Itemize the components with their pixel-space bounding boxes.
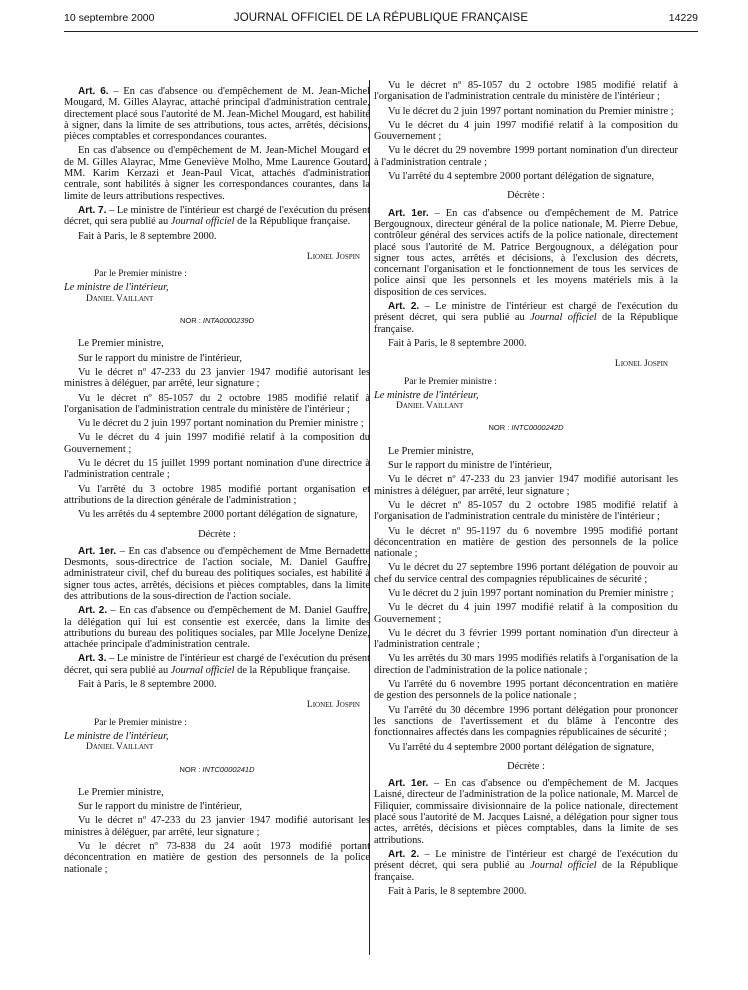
article-3: Art. 3. – Le ministre de l'intérieur est chargé de l'exécution du présent décret, qui sera publié au Journal officiel de la République française. bbox=[64, 653, 371, 676]
signature-jospin: Lionel Jospin bbox=[614, 359, 668, 370]
par-le-premier-ministre: Par le Premier ministre : bbox=[404, 376, 497, 387]
decree-preamble: Le Premier ministre, bbox=[78, 786, 164, 798]
fait-a-paris: Fait à Paris, le 8 septembre 2000. bbox=[388, 885, 527, 897]
signature-jospin: Lionel Jospin bbox=[306, 700, 360, 711]
par-le-premier-ministre: Par le Premier ministre : bbox=[94, 269, 187, 280]
visa: Vu le décret du 2 juin 1997 portant nomination du Premier ministre ; bbox=[388, 587, 674, 599]
visa: Vu le décret nº 85-1057 du 2 octobre 1985 modifié relatif à l'organisation de l'administration centrale du ministère de l'intérieur ; bbox=[374, 499, 678, 523]
decree-preamble: Le Premier ministre, bbox=[78, 338, 164, 350]
signature-jospin: Lionel Jospin bbox=[306, 251, 360, 262]
right-column bbox=[374, 80, 678, 900]
article-6: Art. 6. – En cas d'absence ou d'empêchement de M. Jean-Michel Mougard, M. Gilles Alayrac, attaché principal d'administration centrale, directement placé sous l'autorité de M. Jean-Michel Mougard, est habilité à signer, dans la limite de ses attributions, tous actes, arrêtés, décisions, pièces comptables et correspondances courantes. bbox=[64, 86, 370, 143]
visa: Vu le décret du 4 juin 1997 modifié relatif à la composition du Gouvernement ; bbox=[374, 119, 678, 143]
visa: Vu l'arrêté du 4 septembre 2000 portant délégation de signature, bbox=[388, 171, 655, 183]
visa: Sur le rapport du ministre de l'intérieur, bbox=[78, 801, 242, 813]
visa: Vu le décret nº 73-838 du 24 août 1973 modifié portant déconcentration en matière de gestion des personnels de la police nationale ; bbox=[64, 841, 370, 875]
fait-a-paris: Fait à Paris, le 8 septembre 2000. bbox=[78, 230, 217, 242]
signature-vaillant: Daniel Vaillant bbox=[86, 293, 154, 304]
visa: Vu le décret nº 95-1197 du 6 novembre 1995 modifié portant déconcentration en matière de gestion des personnels de la police nationale ; bbox=[374, 525, 678, 560]
article-1: Art. 1er. – En cas d'absence ou d'empêchement de Mme Bernadette Desmonts, sous-directrice de l'action sociale, M. Daniel Gauffre, administrateur civil, chef du bureau des politiques sociales, est habilité à signer tous actes, arrêtés, décisions et pièces comptables, dans la limite des attributions de la sous-direction de l'action sociale. bbox=[64, 545, 370, 602]
article-2: Art. 2. – En cas d'absence ou d'empêchement de M. Daniel Gauffre, la délégation qui lui est consentie est exercée, dans la limite des attributions du bureau des politiques sociales, par Mlle Jocelyne Denize, attachée principale d'administration centrale. bbox=[64, 605, 371, 651]
decrete-heading: Décrète : bbox=[507, 760, 545, 772]
ministre-interieur: Le ministre de l'intérieur, bbox=[374, 389, 479, 401]
article-1: Art. 1er. – En cas d'absence ou d'empêchement de M. Jacques Laisné, directeur de l'administration de la police nationale, M. Marcel de Filiquier, commissaire divisionnaire de la police nationale, directement placé sous l'autorité de M. Jacques Laisné, a délégation pour signer tous actes, arrêtés, décisions et pièces comptables, dans la limite de ses attributions. bbox=[374, 778, 678, 846]
visa: Vu l'arrêté du 30 décembre 1996 portant délégation pour prononcer les sanctions de l'avertissement et du blâme à l'encontre des fonctionnaires affectés dans les compagnies républicaines de sécurité ; bbox=[374, 704, 678, 739]
left-column bbox=[64, 86, 370, 878]
signature-vaillant: Daniel Vaillant bbox=[86, 742, 154, 753]
fait-a-paris: Fait à Paris, le 8 septembre 2000. bbox=[78, 679, 217, 691]
visa: Vu l'arrêté du 6 novembre 1995 portant déconcentration en matière de gestion des personnels de la police nationale ; bbox=[374, 679, 678, 702]
nor-reference: NOR : INTC0000242D bbox=[488, 423, 564, 433]
visa: Vu le décret du 2 juin 1997 portant nomination du Premier ministre ; bbox=[388, 105, 674, 117]
decrete-heading: Décrète : bbox=[507, 190, 545, 202]
visa: Vu l'arrêté du 3 octobre 1985 modifié portant organisation et attributions de la direction générale de l'administration ; bbox=[64, 483, 370, 506]
journal-title: JOURNAL OFFICIEL DE LA RÉPUBLIQUE FRANÇAISE bbox=[233, 12, 529, 24]
decree-preamble: Le Premier ministre, bbox=[388, 445, 474, 457]
visa: Vu le décret nº 85-1057 du 2 octobre 1985 modifié relatif à l'organisation de l'administration centrale du ministère de l'intérieur ; bbox=[374, 80, 678, 103]
article-2: Art. 2. – Le ministre de l'intérieur est chargé de l'exécution du présent décret, qui sera publié au Journal officiel de la République française. bbox=[374, 301, 678, 335]
header-rule bbox=[64, 31, 698, 32]
fait-a-paris: Fait à Paris, le 8 septembre 2000. bbox=[388, 337, 527, 349]
visa: Vu le décret nº 47-233 du 23 janvier 1947 modifié autorisant les ministres à déléguer, par arrêté, leur signature ; bbox=[64, 815, 370, 838]
page-number: 14229 bbox=[668, 12, 698, 24]
visa: Vu le décret du 15 juillet 1999 portant nomination d'une directrice à l'administration centrale ; bbox=[64, 458, 370, 481]
visa: Sur le rapport du ministre de l'intérieur, bbox=[388, 460, 552, 472]
article-6-paragraph-2: En cas d'absence ou d'empêchement de M. Jean-Michel Mougard et de M. Gilles Alayrac, Mme Geneviève Molho, Mme Laurence Goutard, MM. Karim Kerzazi et Jean-Paul Vicat, attachés d'administration centrale, sont habilités à signer les correspondances courantes, dans la limite de leurs attributions respectives. bbox=[64, 145, 370, 202]
decrete-heading: Décrète : bbox=[198, 528, 236, 540]
par-le-premier-ministre: Par le Premier ministre : bbox=[94, 717, 187, 728]
visa: Vu les arrêtés du 30 mars 1995 modifiés relatifs à l'organisation de la direction de l'administration de la police nationale ; bbox=[374, 653, 678, 676]
visa: Vu le décret nº 47-233 du 23 janvier 1947 modifié autorisant les ministres à déléguer, par arrêté, leur signature ; bbox=[374, 474, 678, 497]
header-date: 10 septembre 2000 bbox=[64, 12, 155, 24]
signature-vaillant: Daniel Vaillant bbox=[396, 401, 464, 412]
visa: Vu le décret du 2 juin 1997 portant nomination du Premier ministre ; bbox=[78, 418, 364, 430]
article-1: Art. 1er. – En cas d'absence ou d'empêchement de M. Patrice Bergougnoux, directeur général de la police nationale, M. Pierre Debue, contrôleur général des services actifs de la police nationale, directement placé sous l'autorité de M. Patrice Bergougnoux, a délégation pour signer tous actes, arrêtés et décisions, à l'exclusion des décrets, concernant l'organisation et le fonctionnement de tous les services de police ainsi que les personnels et les moyens matériels mis à la disposition de ces services. bbox=[374, 207, 678, 298]
page-header bbox=[64, 12, 698, 30]
ministre-interieur: Le ministre de l'intérieur, bbox=[64, 282, 169, 294]
visa: Vu le décret du 29 novembre 1999 portant nomination d'un directeur à l'administration centrale ; bbox=[374, 145, 678, 168]
visa: Vu le décret du 27 septembre 1996 portant délégation de pouvoir au chef du service central des compagnies républicaines de sécurité ; bbox=[374, 562, 678, 585]
ministre-interieur: Le ministre de l'intérieur, bbox=[64, 730, 169, 742]
visa: Vu le décret nº 85-1057 du 2 octobre 1985 modifié relatif à l'organisation de l'administration centrale du ministère de l'intérieur ; bbox=[64, 392, 370, 415]
nor-reference: NOR : INTC0000241D bbox=[179, 764, 255, 774]
visa: Vu le décret du 4 juin 1997 modifié relatif à la composition du Gouvernement ; bbox=[64, 432, 370, 455]
article-2: Art. 2. – Le ministre de l'intérieur est chargé de l'exécution du présent décret, qui sera publié au Journal officiel de la République française. bbox=[374, 848, 678, 883]
visa: Vu l'arrêté du 4 septembre 2000 portant délégation de signature, bbox=[388, 741, 655, 753]
visa: Vu les arrêtés du 4 septembre 2000 portant délégation de signature, bbox=[78, 509, 358, 521]
nor-reference: NOR : INTA0000239D bbox=[179, 316, 255, 326]
visa: Vu le décret du 3 février 1999 portant nomination d'un directeur à l'administration centrale ; bbox=[374, 627, 678, 651]
visa: Vu le décret nº 47-233 du 23 janvier 1947 modifié autorisant les ministres à déléguer, par arrêté, leur signature ; bbox=[64, 366, 370, 390]
visa: Vu le décret du 4 juin 1997 modifié relatif à la composition du Gouvernement ; bbox=[374, 602, 678, 625]
visa: Sur le rapport du ministre de l'intérieur, bbox=[78, 352, 242, 364]
article-7: Art. 7. – Le ministre de l'intérieur est chargé de l'exécution du présent décret, qui sera publié au Journal officiel de la République française. bbox=[64, 204, 371, 228]
